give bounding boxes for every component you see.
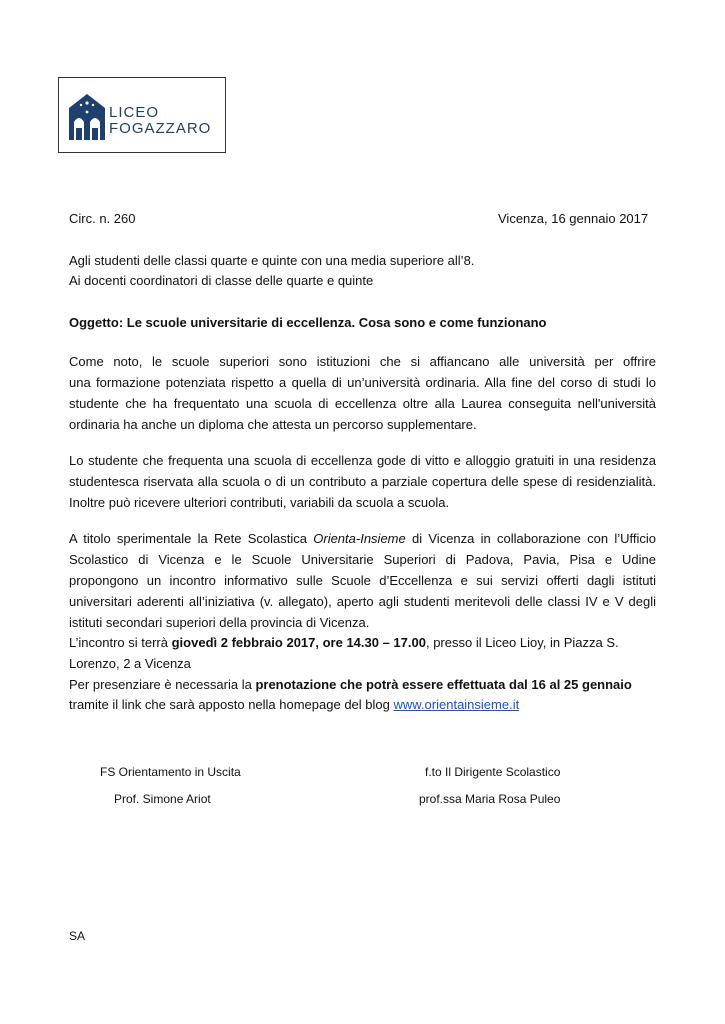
paragraph-1-line-2: una formazione potenziata rispetto a quella di un’università ordinaria. Alla fine del corso di studi lo: [69, 375, 656, 390]
paragraph-1-line-3: studente che ha frequentato una scuola di eccellenza oltre alla Laurea conseguita nell'università: [69, 396, 656, 411]
booking-period: prenotazione che potrà essere effettuata dal 16 al 25 gennaio: [255, 677, 632, 692]
left-signature-name: Prof. Simone Ariot: [114, 792, 211, 806]
paragraph-2-line-3: Inoltre può ricevere ulteriori contributi, variabili da scuola a scuola.: [69, 495, 450, 510]
network-name: Orienta-Insieme: [313, 531, 406, 546]
paragraph-3-line-8: [69, 676, 656, 694]
paragraph-2-line-1: Lo studente che frequenta una scuola di eccellenza gode di vitto e alloggio gratuiti in una residenza: [69, 453, 656, 468]
event-datetime: giovedì 2 febbraio 2017, ore 14.30 – 17.00: [171, 635, 426, 650]
recipient-line-1: Agli studenti delle classi quarte e quinte con una media superiore all’8.: [69, 253, 475, 268]
paragraph-1-line-1: Come noto, le scuole superiori sono istituzioni che si affiancano alle università per offrire: [69, 354, 656, 369]
text-run: Per presenziare è necessaria la: [69, 677, 256, 692]
text-run: L’incontro si terrà: [69, 635, 172, 650]
school-logo: [58, 77, 226, 153]
paragraph-3-line-6: [69, 634, 656, 652]
recipient-line-2: Ai docenti coordinatori di classe delle quarte e quinte: [69, 273, 374, 288]
subject-line: [69, 314, 656, 332]
text-run: tramite il link che sarà apposto nella homepage del blog: [69, 697, 394, 712]
subject-text: Oggetto: Le scuole universitarie di eccellenza. Cosa sono e come funzionano: [69, 315, 547, 330]
logo-line-2: FOGAZZARO: [109, 120, 212, 137]
paragraph-3-line-2: Scolastico di Vicenza e le Scuole Universitarie Superiori di Padova, Pavia, Pisa e Udine: [69, 552, 656, 567]
paragraph-3-line-4: universitari aderenti all’iniziativa (v. allegato), aperto agli studenti meritevoli delle classi IV e V degli: [69, 594, 656, 609]
paragraph-3-line-5: istituti secondari superiori della provincia di Vicenza.: [69, 615, 370, 630]
text-run: di Vicenza in collaborazione con l’Ufficio: [405, 531, 657, 546]
paragraph-3-line-3: propongono un incontro informativo sulle Scuole d’Eccellenza e sui servizi offerti dagli istituti: [69, 573, 656, 588]
school-emblem-icon: [65, 88, 109, 142]
paragraph-1-line-4: ordinaria ha anche un diploma che attesta un percorso supplementare.: [69, 417, 477, 432]
paragraph-3-line-9: [69, 696, 656, 714]
right-signature-role: f.to Il Dirigente Scolastico: [425, 765, 561, 779]
right-signature-name: prof.ssa Maria Rosa Puleo: [419, 792, 561, 806]
circular-number: Circ. n. 260: [69, 211, 136, 226]
paragraph-2-line-2: studentesca riservata alla scuola o di un contributo a parziale copertura delle spese di residenzialità.: [69, 474, 656, 489]
footer-initials: SA: [69, 929, 86, 943]
logo-text: [109, 105, 211, 137]
paragraph-3-line-7: Lorenzo, 2 a Vicenza: [69, 656, 191, 671]
text-run: A titolo sperimentale la Rete Scolastica: [69, 531, 314, 546]
blog-link[interactable]: www.orientainsieme.it: [393, 697, 520, 712]
text-run: , presso il Liceo Lioy, in Piazza S.: [425, 635, 619, 650]
left-signature-role: FS Orientamento in Uscita: [100, 765, 241, 779]
document-date: Vicenza, 16 gennaio 2017: [498, 211, 649, 226]
paragraph-3-line-1: [69, 530, 656, 548]
logo-line-1: LICEO: [109, 104, 160, 121]
